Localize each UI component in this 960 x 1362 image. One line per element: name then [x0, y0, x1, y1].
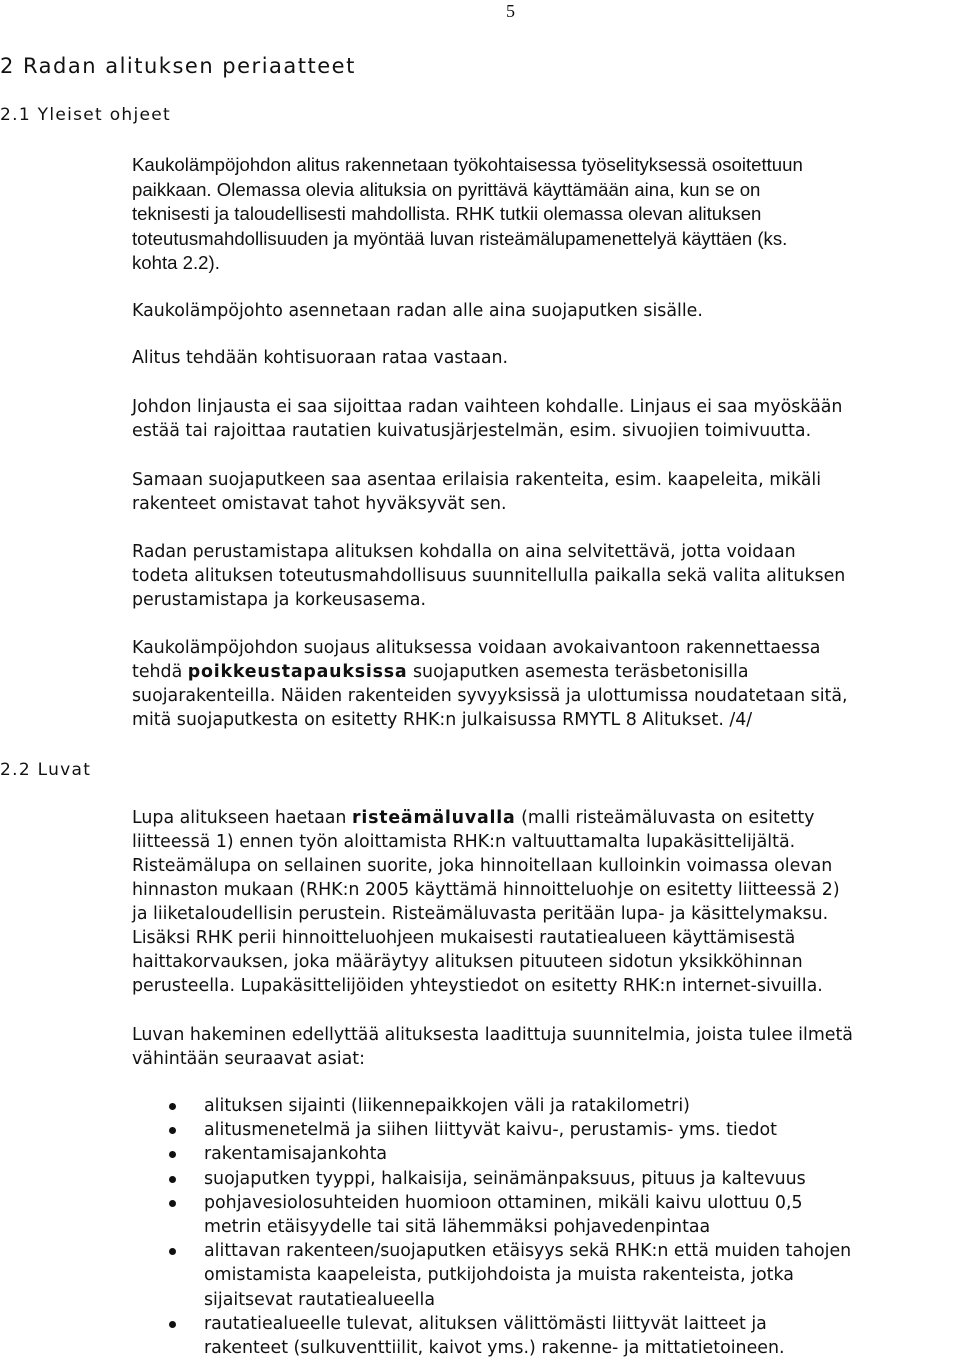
text-line: omistamista kaapeleista, putkijohdoista ja muista rakenteista, jotka: [204, 1265, 794, 1286]
list-item: [132, 1312, 851, 1360]
text-line: rakentamisajankohta: [204, 1144, 388, 1165]
text-line: teknisesti ja taloudellisesti mahdollista. RHK tutkii olemassa olevan alituksen: [132, 203, 762, 224]
requirements-list: [132, 1094, 851, 1360]
text-line: Radan perustamistapa alituksen kohdalla on aina selvitettävä, jotta voidaan: [132, 542, 796, 562]
text-line: haittakorvauksen, joka määräytyy alituksen pituuteen sidotun yksikköhinnan: [132, 952, 803, 972]
paragraph-permit: [132, 806, 960, 998]
text-run: suojaputken asemesta teräsbetonisilla: [407, 662, 749, 682]
emphasis-text: risteämäluvalla: [351, 808, 516, 828]
text-line: ja liiketaloudellisin perustein. Risteämäluvasta peritään lupa- ja käsittelymaksu.: [132, 904, 829, 924]
text-line: perustamistapa ja korkeusasema.: [132, 590, 427, 610]
text-line: suojarakenteilla. Näiden rakenteiden syvyyksissä ja ulottumissa noudatetaan sitä,: [132, 686, 848, 706]
text-line: Lisäksi RHK perii hinnoitteluohjeen mukaisesti rautatiealueen käyttämisestä: [132, 928, 796, 948]
text-line: [132, 660, 960, 684]
paragraph-sleeve: Kaukolämpöjohto asennetaan radan alle aina suojaputken sisälle.: [132, 301, 703, 321]
text-line: pohjavesiolosuhteiden huomioon ottaminen, mikäli kaivu ulottuu 0,5: [204, 1192, 803, 1213]
paragraph-intro: [132, 153, 960, 276]
list-item: [132, 1142, 851, 1166]
text-line: liitteessä 1) ennen työn aloittamista RHK:n valtuuttamalta lupakäsittelijältä.: [132, 832, 796, 852]
text-line: [132, 806, 960, 830]
chapter-heading: 2 Radan alituksen periaatteet: [0, 54, 356, 78]
paragraph-plans: [132, 1023, 960, 1071]
text-line: hinnaston mukaan (RHK:n 2005 käyttämä hinnoitteluohje on esitetty liitteessä 2): [132, 880, 840, 900]
paragraph-foundation: [132, 540, 960, 612]
text-line: paikkaan. Olemassa olevia alituksia on pyrittävä käyttämään aina, kun se on: [132, 178, 761, 200]
text-run: tehdä: [132, 662, 188, 682]
text-line: sijaitsevat rautatiealueella: [204, 1289, 435, 1310]
list-item: [132, 1191, 851, 1239]
paragraph-shared-sleeve: [132, 468, 960, 516]
paragraph-protection: [132, 636, 960, 732]
text-line: suojaputken tyyppi, halkaisija, seinämänpaksuus, pituus ja kaltevuus: [204, 1168, 806, 1189]
text-line: alitusmenetelmä ja siihen liittyvät kaivu-, perustamis- yms. tiedot: [204, 1120, 777, 1141]
text-line: Luvan hakeminen edellyttää alituksesta laadittuja suunnitelmia, joista tulee ilmetä: [132, 1025, 853, 1045]
text-line: toteutusmahdollisuuden ja myöntää luvan risteämälupamenettelyä käyttäen (ks.: [132, 227, 788, 249]
text-run: (malli risteämäluvasta on esitetty: [515, 808, 815, 828]
emphasis-text: poikkeustapauksissa: [187, 662, 408, 682]
text-line: rakenteet omistavat tahot hyväksyvät sen.: [132, 494, 507, 514]
text-line: estää tai rajoittaa rautatien kuivatusjärjestelmän, esim. sivuojien toimivuutta.: [132, 421, 812, 441]
text-line: alituksen sijainti (liikennepaikkojen väli ja ratakilometri): [204, 1096, 690, 1116]
text-line: Risteämälupa on sellainen suorite, joka hinnoitellaan kulloinkin voimassa olevan: [132, 856, 833, 876]
text-line: Kaukolämpöjohdon suojaus alituksessa voidaan avokaivantoon rakennettaessa: [132, 638, 821, 658]
text-line: vähintään seuraavat asiat:: [132, 1049, 365, 1069]
text-line: perusteella. Lupakäsittelijöiden yhteystiedot on esitetty RHK:n internet-sivuilla.: [132, 976, 823, 996]
text-line: alittavan rakenteen/suojaputken etäisyys sekä RHK:n että muiden tahojen: [204, 1241, 852, 1262]
paragraph-perpendicular: Alitus tehdään kohtisuoraan rataa vastaan.: [132, 348, 509, 368]
section-heading-permits: 2.2 Luvat: [0, 760, 92, 780]
text-line: Samaan suojaputkeen saa asentaa erilaisia rakenteita, esim. kaapeleita, mikäli: [132, 470, 822, 490]
list-item: [132, 1239, 851, 1312]
text-run: Lupa alitukseen haetaan: [132, 808, 352, 828]
list-item: [132, 1094, 851, 1118]
list-item: [132, 1118, 851, 1142]
text-line: kohta 2.2).: [132, 252, 220, 273]
text-line: Kaukolämpöjohdon alitus rakennetaan työkohtaisessa työselityksessä osoitettuun: [132, 154, 803, 175]
text-line: mitä suojaputkesta on esitetty RHK:n julkaisussa RMYTL 8 Alitukset. /4/: [132, 710, 753, 730]
text-line: metrin etäisyydelle tai sitä lähemmäksi pohjavedenpintaa: [204, 1217, 711, 1238]
text-line: Johdon linjausta ei saa sijoittaa radan vaihteen kohdalle. Linjaus ei saa myöskään: [132, 397, 843, 417]
text-line: rautatiealueelle tulevat, alituksen välittömästi liittyvät laitteet ja: [204, 1313, 767, 1334]
section-heading-general: 2.1 Yleiset ohjeet: [0, 105, 171, 125]
text-line: rakenteet (sulkuventtiilit, kaivot yms.) rakenne- ja mittatietoineen.: [204, 1338, 785, 1359]
list-item: [132, 1167, 851, 1191]
page-number: 5: [506, 1, 515, 21]
paragraph-alignment: [132, 395, 960, 443]
text-line: todeta alituksen toteutusmahdollisuus suunnitellulla paikalla sekä valita alituksen: [132, 566, 846, 586]
